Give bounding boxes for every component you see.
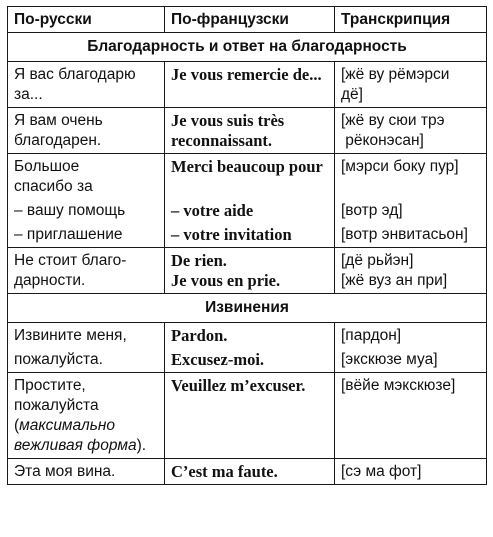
text-line: Я вам очень <box>14 112 103 129</box>
text-line <box>14 436 158 456</box>
text-line: – приглашение <box>14 226 123 243</box>
cell-transcription <box>335 323 487 373</box>
cell-russian <box>8 108 165 154</box>
cell-russian <box>8 248 165 294</box>
cell-transcription <box>335 373 487 459</box>
section-title-apologies: Извинения <box>8 294 487 323</box>
text-line: Большое <box>14 158 80 175</box>
text-line: за... <box>14 86 43 103</box>
cell-french <box>165 459 335 485</box>
text-line: Pardon. <box>171 326 228 345</box>
cell-french <box>165 154 335 248</box>
italic-note: вежливая форма <box>14 437 137 454</box>
text-line: Извините меня, <box>14 327 127 344</box>
text-line <box>14 416 158 436</box>
text-line: C’est ma faute. <box>171 462 278 481</box>
text-line: [жё ву сюи трэ <box>341 112 445 129</box>
paren-open: ( <box>14 417 20 434</box>
text-line: De rien. <box>171 251 227 270</box>
text-line: [вёйе мэкскюзе] <box>341 377 456 394</box>
text-line: Je vous remercie de... <box>171 65 322 84</box>
cell-french <box>165 108 335 154</box>
cell-french <box>165 323 335 373</box>
cell-russian <box>8 459 165 485</box>
section-title-thanks: Благодарность и ответ на благодарность <box>8 33 487 62</box>
text-line: reconnaissant. <box>171 131 272 150</box>
text-line: дарности. <box>14 272 86 289</box>
text-line: благодарен. <box>14 132 102 149</box>
text-line: [жё вуз ан при] <box>341 272 448 289</box>
text-line: Veuillez m’excuser. <box>171 376 306 395</box>
cell-transcription <box>335 459 487 485</box>
cell-french <box>165 373 335 459</box>
cell-transcription <box>335 154 487 248</box>
table-row <box>8 62 487 108</box>
text-line: дё] <box>341 86 363 103</box>
header-row <box>8 7 487 33</box>
text-line: рёконэсан] <box>341 132 424 149</box>
text-line: [дё рьйэн] <box>341 252 414 269</box>
header-french: По-французски <box>165 7 335 33</box>
table-row <box>8 373 487 459</box>
phrasebook-table <box>7 6 487 485</box>
text-line: Простите, <box>14 377 86 394</box>
text-line: Merci beaucoup pour <box>171 157 323 176</box>
text-line: – votre aide <box>171 201 254 220</box>
text-line: Эта моя вина. <box>14 463 116 480</box>
text-line: – votre invitation <box>171 225 292 244</box>
cell-transcription <box>335 248 487 294</box>
text-line: пожалуйста <box>14 397 99 414</box>
text-line: Не стоит благо- <box>14 252 127 269</box>
header-transcription: Транскрипция <box>335 7 487 33</box>
text-line: Je vous en prie. <box>171 271 281 290</box>
cell-transcription <box>335 62 487 108</box>
text-line: [вотр энвитасьон] <box>341 226 468 243</box>
text-line: [мэрси боку пур] <box>341 158 459 175</box>
text-line: [вотр эд] <box>341 202 403 219</box>
cell-french <box>165 248 335 294</box>
text-line: [жё ву рёмэрси <box>341 66 450 83</box>
text-line: пожалуйста. <box>14 351 103 368</box>
section-row-thanks <box>8 33 487 62</box>
header-russian: По-русски <box>8 7 165 33</box>
italic-note: максимально <box>19 417 116 434</box>
table-row <box>8 248 487 294</box>
table-row <box>8 459 487 485</box>
cell-russian <box>8 154 165 248</box>
cell-russian <box>8 373 165 459</box>
text-line: [экскюзе муа] <box>341 351 438 368</box>
paren-close: ). <box>136 437 147 454</box>
cell-transcription <box>335 108 487 154</box>
text-line: [пардон] <box>341 327 402 344</box>
text-line: Я вас благодарю <box>14 66 136 83</box>
text-line: Excusez-moi. <box>171 350 265 369</box>
cell-russian <box>8 323 165 373</box>
section-row-apologies <box>8 294 487 323</box>
cell-russian <box>8 62 165 108</box>
table-row <box>8 323 487 373</box>
cell-french <box>165 62 335 108</box>
text-line: [сэ ма фот] <box>341 463 422 480</box>
table-row <box>8 108 487 154</box>
text-line: спасибо за <box>14 178 93 195</box>
text-line: – вашу помощь <box>14 202 126 219</box>
text-line: Je vous suis très <box>171 111 285 130</box>
table-row <box>8 154 487 248</box>
